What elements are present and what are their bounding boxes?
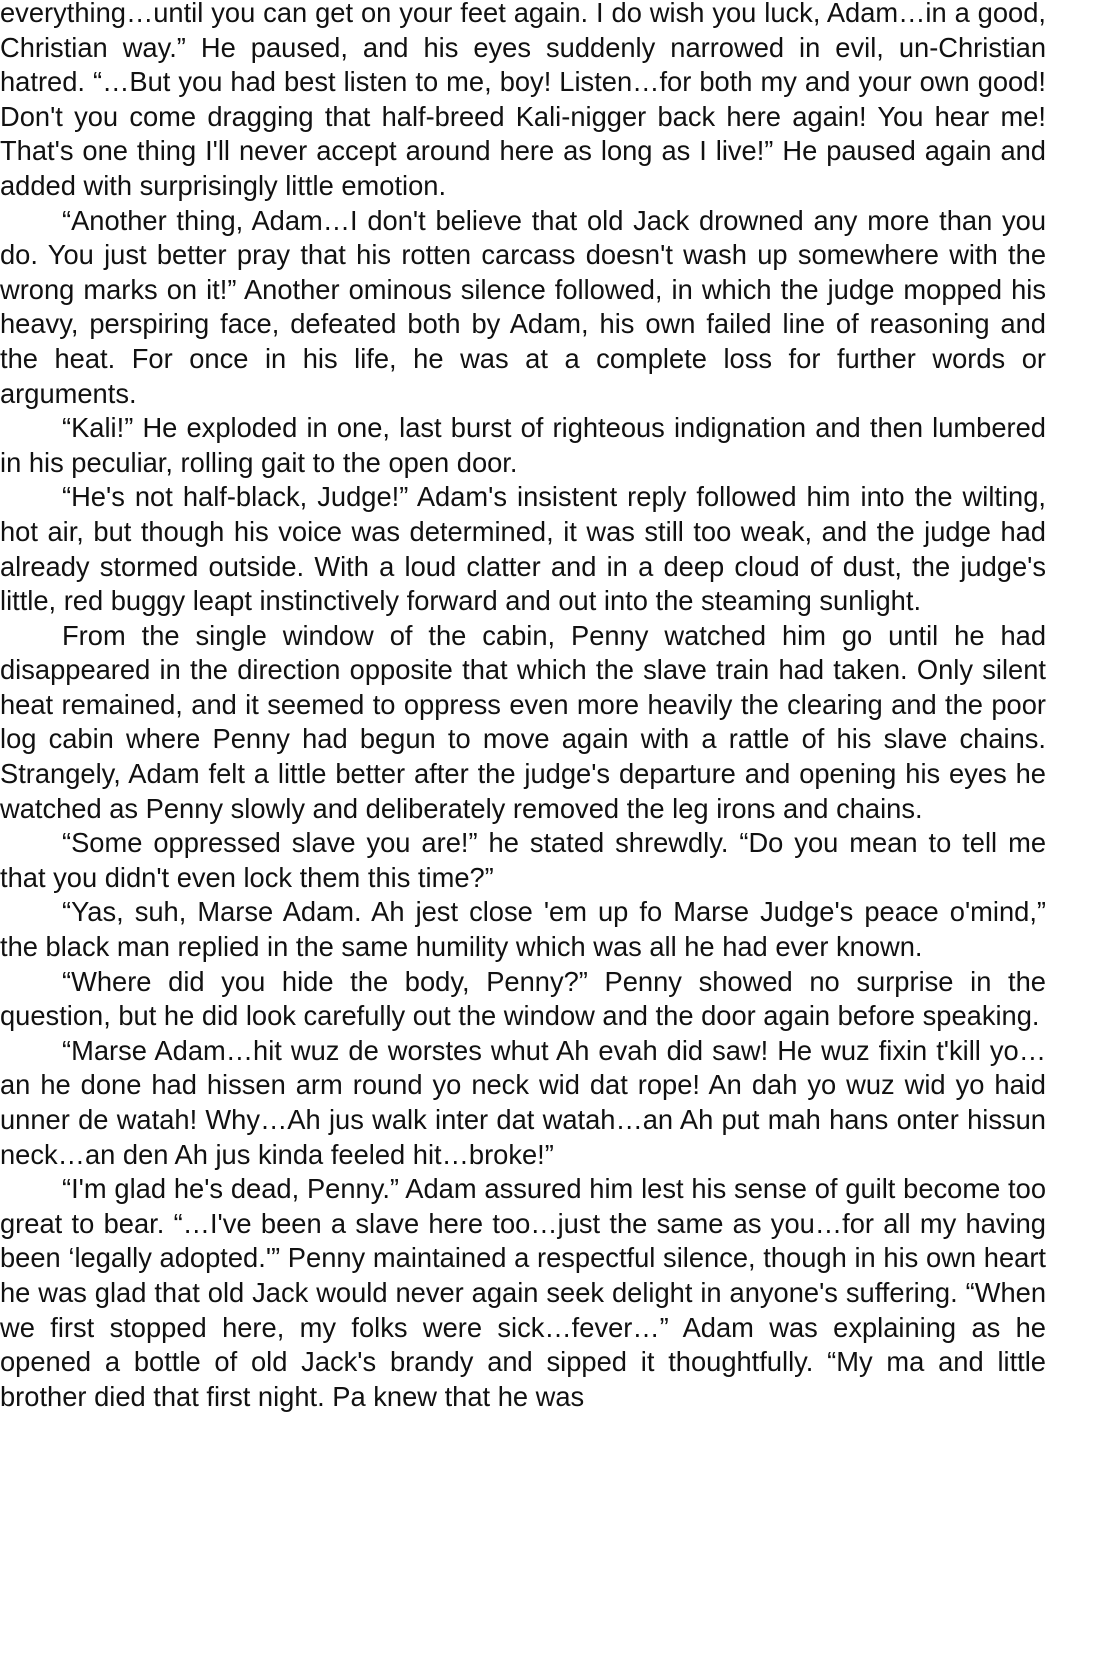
paragraph-6: “Some oppressed slave you are!” he stated shrewdly. “Do you mean to tell me that you didn't even lock them this time?” <box>0 827 1046 893</box>
paragraph-8: “Where did you hide the body, Penny?” Penny showed no surprise in the question, but he did look carefully out the window and the door again before speaking. <box>0 965 1046 1032</box>
paragraph-7: “Yas, suh, Marse Adam. Ah jest close 'em up fo Marse Judge's peace o'mind,” the black man replied in the same humility which was all he had ever known. <box>0 896 1046 963</box>
paragraph-4: “He's not half-black, Judge!” Adam's insistent reply followed him into the wilting, hot air, but though his voice was determined, it was still too weak, and the judge had already stormed outside. With a loud clatter and in a deep cloud of dust, the judge's little, red buggy leapt instinctively forward and out into the steaming sunlight. <box>0 481 1046 617</box>
paragraph-1: everything…until you can get on your feet again. I do wish you luck, Adam…in a good, Christian way.” He paused, and his eyes suddenly narrowed in evil, un-Christian hatred. “…But you had best listen to me, boy! Listen…for both my and your own good! Don't you come dragging that half-breed Kali-nigger back here again! You hear me! That's one thing I'll never accept around here as long as I live!” He paused again and added with surprisingly little emotion. <box>0 0 1046 201</box>
paragraph-10: “I'm glad he's dead, Penny.” Adam assured him lest his sense of guilt become too great to bear. “…I've been a slave here too…just the same as you…for all my having been ‘legally adopted.'” Penny maintained a respectful silence, though in his own heart he was glad that old Jack would never again seek delight in anyone's suffering. “When we first stopped here, my folks were sick…fever…” Adam was explaining as he opened a bottle of old Jack's brandy and sipped it thoughtfully. “My ma and little brother died that first night. Pa knew that he was <box>0 1173 1046 1412</box>
paragraph-9: “Marse Adam…hit wuz de worstes whut Ah evah did saw! He wuz fixin t'kill yo…an he done had hissen arm round yo neck wid dat rope! An dah yo wuz wid yo haid unner de watah! Why…Ah jus walk inter dat watah…an Ah put mah hans onter hissun neck…an den Ah jus kinda feeled hit…broke!” <box>0 1034 1046 1170</box>
paragraph-5: From the single window of the cabin, Penny watched him go until he had disappeared in the direction opposite that which the slave train had taken. Only silent heat remained, and it seemed to oppress even more heavily the clearing and the poor log cabin where Penny had begun to move again with a rattle of his slave chains. Strangely, Adam felt a little better after the judge's departure and opening his eyes he watched as Penny slowly and deliberately removed the leg irons and chains. <box>0 619 1046 824</box>
paragraph-2: “Another thing, Adam…I don't believe that old Jack drowned any more than you do. You just better pray that his rotten carcass doesn't wash up somewhere with the wrong marks on it!” Another ominous silence followed, in which the judge mopped his heavy, perspiring face, defeated both by Adam, his own failed line of reasoning and the heat. For once in his life, he was at a complete loss for further words or arguments. <box>0 204 1046 409</box>
paragraph-3: “Kali!” He exploded in one, last burst of righteous indignation and then lumbered in his peculiar, rolling gait to the open door. <box>0 412 1046 478</box>
